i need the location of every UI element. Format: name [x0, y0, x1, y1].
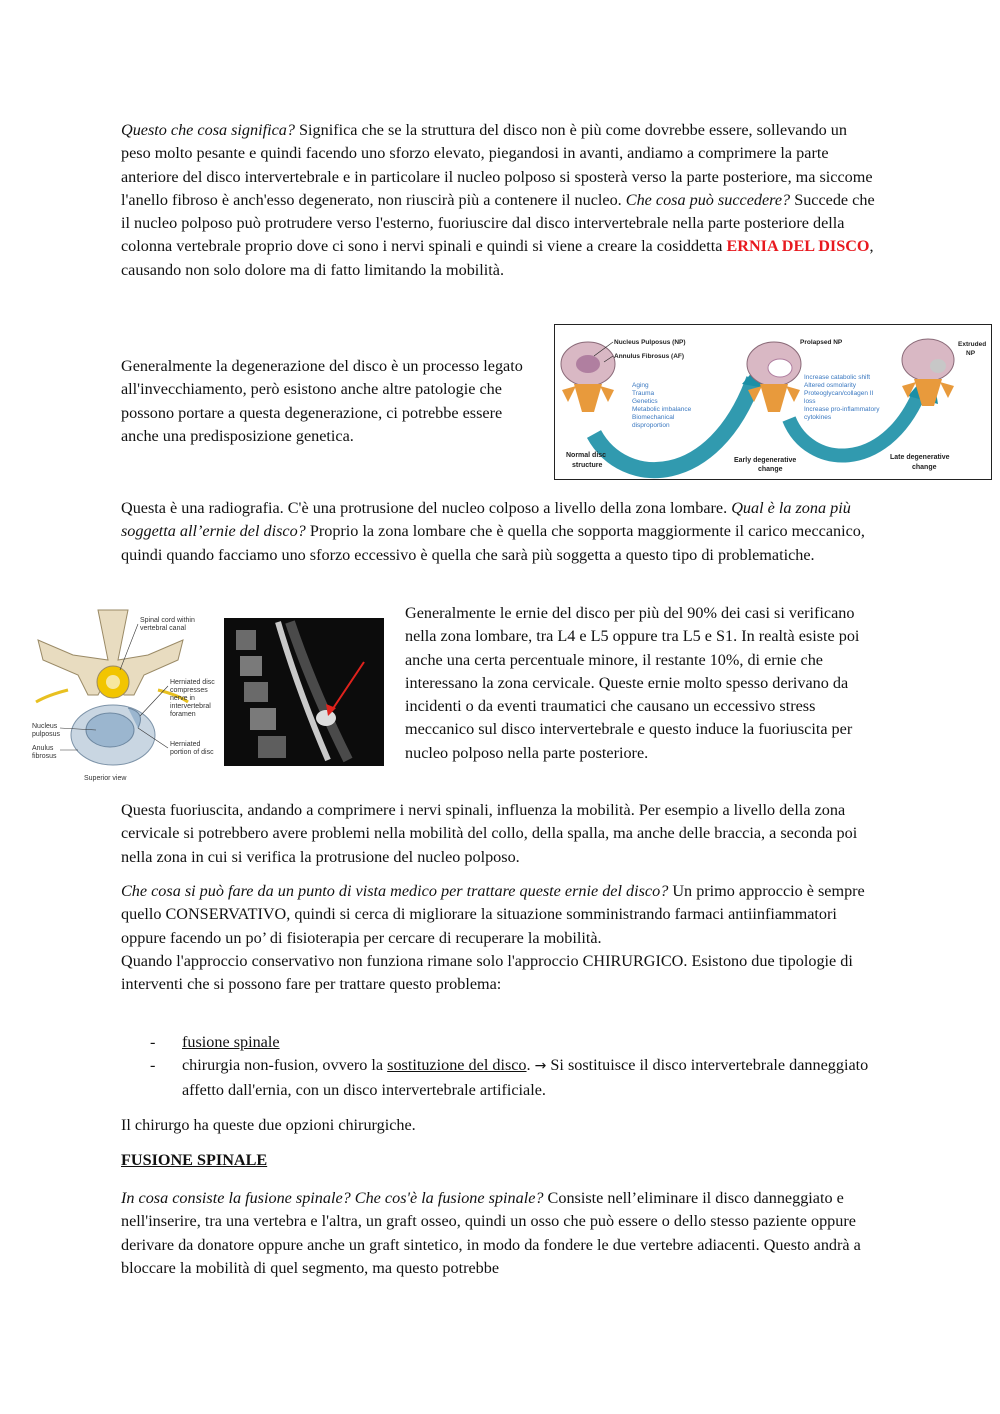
label-nucleus-2: pulposus: [32, 731, 61, 738]
surgical-approach-text: Quando l'approccio conservativo non funziona rimane solo l'approccio CHIRURGICO. Esistono due tipologie di interventi che si possono fare per trattare questo problema:: [121, 951, 853, 994]
question-fusion: In cosa consiste la fusione spinale? Che cos'è la fusione spinale?: [121, 1189, 544, 1207]
text: Si sostituisce il disco intervertebrale danneggiato affetto dall'ernia, con un disco intervertebrale artificiale.: [182, 1056, 869, 1099]
surgery-options-list: [121, 1031, 881, 1102]
text: , causando non solo dolore ma di fatto limitando la mobilità.: [121, 237, 874, 279]
list-item-fusione-spinale: fusione spinale: [182, 1033, 280, 1051]
label-prolapsed: Prolapsed NP: [800, 339, 843, 346]
change-3: Proteoglycan/collagen II: [804, 390, 874, 397]
vertebra-superior-view-icon: [36, 610, 188, 765]
paragraph-radiography: [121, 497, 877, 567]
change-5: Increase pro-inflammatory: [804, 406, 880, 413]
question-meaning: Questo che cosa significa?: [121, 121, 295, 139]
options-text: Il chirurgo ha queste due opzioni chirurgiche.: [121, 1116, 416, 1134]
text: chirurgia non-fusion, ovvero la: [182, 1056, 388, 1075]
text: Consiste nell’eliminare il disco danneggiato e nell'inserire, tra una vertebra e l'altra, un graft osseo, quindi un osso che può essere o dello stesso paziente oppure derivare da donatore oppure anche un graft sintetico, in modo da fondere le due vertebre adiacenti. Questo andrà a bloccare la mobilità di quel segmento, ma questo potrebbe: [121, 1189, 861, 1277]
label-spinal-cord-1: Spinal cord within: [140, 617, 195, 624]
label-nucleus-1: Nucleus: [32, 723, 58, 730]
cause-1: Aging: [632, 382, 649, 389]
label-af: Annulus Fibrosus (AF): [614, 353, 685, 360]
paragraph-lumbar-statistics: [405, 602, 883, 765]
stage-1a: Normal disc: [566, 452, 607, 459]
text: Succede che il nucleo polposo può protrudere verso l'esterno, fuoriuscire dal disco intervertebrale nella parte posteriore della colonna vertebrale proprio dove ci sono i nervi spinali e quindi si viene a creare la cosiddetta: [121, 190, 875, 256]
label-herniated-3: nerve in: [170, 695, 195, 702]
degeneration-text: Generalmente la degenerazione del disco è un processo legato all'invecchiamento, però esistono anche altre patologie che possono portare a questa degenerazione, ci potrebbe essere anche una predisposizione genetica.: [121, 357, 523, 445]
mri-lumbar-image: [224, 618, 384, 766]
text: Significa che se la struttura del disco non è più come dovrebbe essere, sollevando un peso molto pesante e quindi facendo uno sforzo elevato, piegandosi in avanti, andiamo a comprimere la parte anteriore del disco intervertebrale e in particolare il nucleo polposo si sposterà verso la parte posteriore, ma siccome l'anello fibroso è anch'esso degenerato, non riuscirà più a contenere il nucleo.: [121, 121, 873, 209]
cause-4: Metabolic imbalance: [632, 406, 692, 413]
stage-3a: Late degenerative: [890, 454, 950, 461]
text: Un primo approccio è sempre quello CONSERVATIVO, quindi si cerca di migliorare la situazione somministrando farmaci antiinfiammatori oppure facendo un po’ di fisioterapia per cercare di recuperare la mobilità.: [121, 882, 865, 947]
change-2: Altered osmolarity: [804, 382, 857, 389]
text: Proprio la zona lombare che è quella che sopporta maggiormente il carico meccanico, quindi quando facciamo uno sforzo eccessivo è quella che sarà più soggetta a questo tipo di problematiche.: [121, 522, 865, 564]
label-herniated-5: foramen: [170, 711, 196, 718]
cause-6: disproportion: [632, 422, 670, 429]
mobility-text: Questa fuoriuscita, andando a comprimere i nervi spinali, influenza la mobilità. Per esempio a livello della zona cervicale si potrebbero avere problemi nella mobilità del collo, della spalla, ma anche delle braccia, a seconda poi nella zona in cui si verifica la protrusione del nucleo polposo.: [121, 801, 858, 866]
paragraph-mobility: [121, 799, 877, 869]
label-herniated-4: intervertebral: [170, 703, 211, 710]
cause-3: Genetics: [632, 398, 658, 405]
label-anulus-1: Anulus: [32, 745, 54, 752]
paragraph-degeneration: [121, 355, 536, 448]
label-portion-2: portion of disc: [170, 749, 214, 756]
cause-5: Biomechanical: [632, 414, 675, 421]
list-item: [121, 1054, 881, 1102]
section-heading-fusione-spinale: FUSIONE SPINALE: [121, 1151, 268, 1169]
change-4: loss: [804, 398, 816, 405]
paragraph-fusion-definition: [121, 1187, 877, 1280]
change-1: Increase catabolic shift: [804, 374, 871, 381]
stage-2b: change: [758, 466, 783, 473]
question-treatment: Che cosa si può fare da un punto di vista medico per trattare queste ernie del disco?: [121, 882, 669, 900]
label-np: Nucleus Pulposus (NP): [614, 339, 686, 346]
label-extruded-2: NP: [966, 350, 976, 357]
list-dash: -: [150, 1033, 156, 1051]
paragraph-treatment: [121, 880, 877, 996]
list-dash: -: [150, 1056, 156, 1075]
label-herniated-1: Herniated disc: [170, 679, 215, 686]
question-most-affected-zone: Qual è la zona più soggetta all’ernie del disco?: [121, 499, 851, 541]
change-6: cytokines: [804, 414, 832, 421]
arrow-right-icon: →: [534, 1058, 547, 1075]
herniated-disc-figure: [28, 600, 388, 790]
question-what-happens: Che cosa può succedere?: [625, 190, 791, 209]
cause-2: Trauma: [632, 390, 655, 397]
label-portion-1: Herniated: [170, 741, 201, 748]
link-sostituzione-del-disco: sostituzione del disco: [387, 1056, 527, 1075]
label-superior-view: Superior view: [84, 775, 127, 782]
lumbar-statistics-text: Generalmente le ernie del disco per più del 90% dei casi si verificano nella zona lombare, tra L4 e L5 oppure tra L5 e S1. In realtà esiste poi anche una certa percentuale minore, il restante 10%, di ernie che interessano la zona cervicale. Queste ernie molto spesso derivano da incidenti o da eventi traumatici che causano un eccessivo stress meccanico sul disco intervertebrale e questo induce la fuoriuscita per nucleo polposo nella parte posteriore.: [405, 604, 860, 762]
text: Questa è una radiografia. C'è una protrusione del nucleo colposo a livello della zona lombare.: [121, 499, 732, 517]
label-extruded-1: Extruded: [958, 341, 987, 348]
highlight-ernia-del-disco: ERNIA DEL DISCO: [726, 237, 870, 256]
disc-degeneration-figure: [554, 324, 992, 480]
label-herniated-2: compresses: [170, 687, 208, 694]
stage-3b: change: [912, 464, 937, 471]
text: .: [526, 1056, 535, 1075]
label-spinal-cord-2: vertebral canal: [140, 625, 186, 632]
paragraph-options: [121, 1114, 877, 1137]
list-item: [121, 1031, 881, 1054]
stage-1b: structure: [572, 462, 603, 469]
stage-2a: Early degenerative: [734, 457, 797, 464]
paragraph-disc-herniation: [121, 119, 877, 282]
label-anulus-2: fibrosus: [32, 753, 57, 760]
